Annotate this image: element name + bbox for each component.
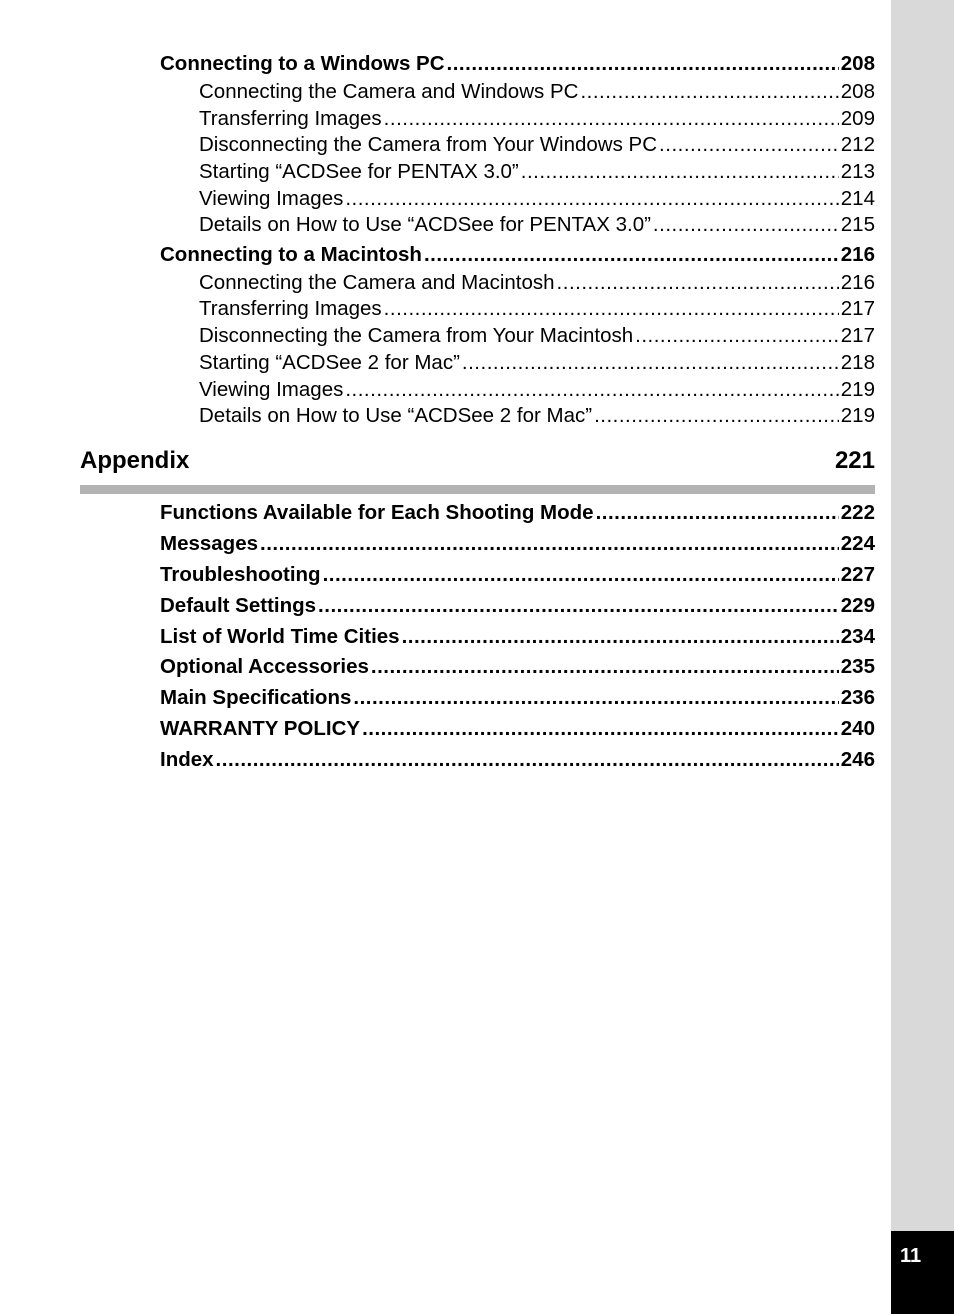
toc-entry-connecting-windows-pc[interactable] bbox=[160, 51, 875, 77]
toc-entry-page: 215 bbox=[840, 213, 875, 236]
toc-entry-starting-acdsee-pentax[interactable] bbox=[199, 159, 875, 185]
toc-entry-page: 216 bbox=[840, 271, 875, 294]
dot-leader bbox=[580, 79, 838, 105]
toc-entry-page: 234 bbox=[840, 625, 875, 648]
toc-entry-connecting-macintosh[interactable] bbox=[160, 242, 875, 268]
toc-entry-title: Messages bbox=[160, 532, 259, 555]
dot-leader bbox=[521, 159, 839, 185]
side-strip bbox=[891, 0, 954, 1314]
dot-leader bbox=[659, 132, 839, 158]
toc-entry-page: 229 bbox=[840, 594, 875, 617]
toc-entry-title: Disconnecting the Camera from Your Macintosh bbox=[199, 324, 634, 347]
toc-entry-title: Functions Available for Each Shooting Mode bbox=[160, 501, 594, 524]
toc-entry-title: Disconnecting the Camera from Your Windows PC bbox=[199, 133, 658, 156]
dot-leader bbox=[594, 403, 839, 429]
toc-entry-title: WARRANTY POLICY bbox=[160, 717, 361, 740]
toc-entry-title: Starting “ACDSee 2 for Mac” bbox=[199, 351, 460, 374]
page-number: 11 bbox=[900, 1245, 922, 1267]
toc-entry-page: 212 bbox=[840, 133, 875, 156]
toc-entry-page: 224 bbox=[840, 532, 875, 555]
dot-leader bbox=[323, 562, 839, 588]
toc-entry-optional-accessories[interactable] bbox=[160, 654, 875, 680]
toc-entry-default-settings[interactable] bbox=[160, 593, 875, 619]
toc-entry-viewing-images-windows[interactable] bbox=[199, 186, 875, 212]
dot-leader bbox=[402, 624, 839, 650]
dot-leader bbox=[353, 685, 838, 711]
toc-entry-title: Connecting to a Windows PC bbox=[160, 52, 445, 75]
dot-leader bbox=[318, 593, 839, 619]
toc-entry-title: Index bbox=[160, 748, 214, 771]
toc-entry-title: Connecting the Camera and Macintosh bbox=[199, 271, 555, 294]
dot-leader bbox=[260, 531, 839, 557]
toc-entry-index[interactable] bbox=[160, 747, 875, 773]
toc-entry-page: 209 bbox=[840, 107, 875, 130]
toc-entry-page: 213 bbox=[840, 160, 875, 183]
toc-entry-page: 235 bbox=[840, 655, 875, 678]
toc-entry-viewing-images-mac[interactable] bbox=[199, 377, 875, 403]
toc-entry-starting-acdsee-mac[interactable] bbox=[199, 350, 875, 376]
toc-entry-title: Default Settings bbox=[160, 594, 317, 617]
dot-leader bbox=[653, 212, 839, 238]
toc-entry-page: 219 bbox=[840, 404, 875, 427]
toc-entry-page: 216 bbox=[840, 243, 875, 266]
dot-leader bbox=[635, 323, 839, 349]
toc-entry-page: 222 bbox=[840, 501, 875, 524]
page-number-tab bbox=[891, 1231, 954, 1314]
toc-entry-page: 217 bbox=[840, 324, 875, 347]
toc-entry-connecting-camera-windows[interactable] bbox=[199, 79, 875, 105]
toc-entry-title: Transferring Images bbox=[199, 107, 382, 130]
toc-entry-title: Connecting the Camera and Windows PC bbox=[199, 80, 579, 103]
toc-entry-messages[interactable] bbox=[160, 531, 875, 557]
toc-entry-page: 236 bbox=[840, 686, 875, 709]
toc-entry-transferring-images-mac[interactable] bbox=[199, 296, 875, 322]
chapter-divider bbox=[80, 485, 875, 494]
dot-leader bbox=[345, 186, 838, 212]
chapter-page: 221 bbox=[834, 447, 875, 474]
toc-entry-disconnecting-mac[interactable] bbox=[199, 323, 875, 349]
toc-entry-connecting-camera-mac[interactable] bbox=[199, 270, 875, 296]
toc-entry-world-time-cities[interactable] bbox=[160, 624, 875, 650]
toc-entry-page: 208 bbox=[840, 80, 875, 103]
dot-leader bbox=[557, 270, 839, 296]
toc-entry-title: Starting “ACDSee for PENTAX 3.0” bbox=[199, 160, 519, 183]
dot-leader bbox=[462, 350, 839, 376]
toc-entry-transferring-images-windows[interactable] bbox=[199, 106, 875, 132]
dot-leader bbox=[447, 51, 839, 77]
toc-entry-title: List of World Time Cities bbox=[160, 625, 400, 648]
dot-leader bbox=[424, 242, 839, 268]
toc-entry-details-acdsee-mac[interactable] bbox=[199, 403, 875, 429]
toc-entry-details-acdsee-pentax[interactable] bbox=[199, 212, 875, 238]
dot-leader bbox=[371, 654, 839, 680]
dot-leader bbox=[362, 716, 839, 742]
dot-leader bbox=[384, 296, 839, 322]
toc-entry-page: 214 bbox=[840, 187, 875, 210]
dot-leader bbox=[216, 747, 839, 773]
toc-entry-main-specifications[interactable] bbox=[160, 685, 875, 711]
toc-entry-page: 219 bbox=[840, 378, 875, 401]
toc-entry-title: Transferring Images bbox=[199, 297, 382, 320]
toc-entry-page: 208 bbox=[840, 52, 875, 75]
toc-entry-title: Viewing Images bbox=[199, 187, 344, 210]
toc-entry-troubleshooting[interactable] bbox=[160, 562, 875, 588]
dot-leader bbox=[596, 500, 839, 526]
toc-entry-title: Main Specifications bbox=[160, 686, 352, 709]
toc-entry-page: 218 bbox=[840, 351, 875, 374]
toc-entry-warranty-policy[interactable] bbox=[160, 716, 875, 742]
toc-entry-page: 246 bbox=[840, 748, 875, 771]
toc-entry-page: 240 bbox=[840, 717, 875, 740]
toc-entry-title: Details on How to Use “ACDSee for PENTAX 3.0” bbox=[199, 213, 651, 236]
toc-entry-functions-available[interactable] bbox=[160, 500, 875, 526]
chapter-heading-appendix[interactable] bbox=[80, 446, 875, 476]
toc-entry-disconnecting-windows[interactable] bbox=[199, 132, 875, 158]
toc-entry-page: 217 bbox=[840, 297, 875, 320]
toc-entry-page: 227 bbox=[840, 563, 875, 586]
toc-entry-title: Troubleshooting bbox=[160, 563, 321, 586]
dot-leader bbox=[345, 377, 838, 403]
chapter-title: Appendix bbox=[80, 447, 190, 474]
toc-entry-title: Connecting to a Macintosh bbox=[160, 243, 422, 266]
toc-entry-title: Optional Accessories bbox=[160, 655, 369, 678]
toc-entry-title: Viewing Images bbox=[199, 378, 344, 401]
dot-leader bbox=[384, 106, 839, 132]
toc-entry-title: Details on How to Use “ACDSee 2 for Mac” bbox=[199, 404, 593, 427]
